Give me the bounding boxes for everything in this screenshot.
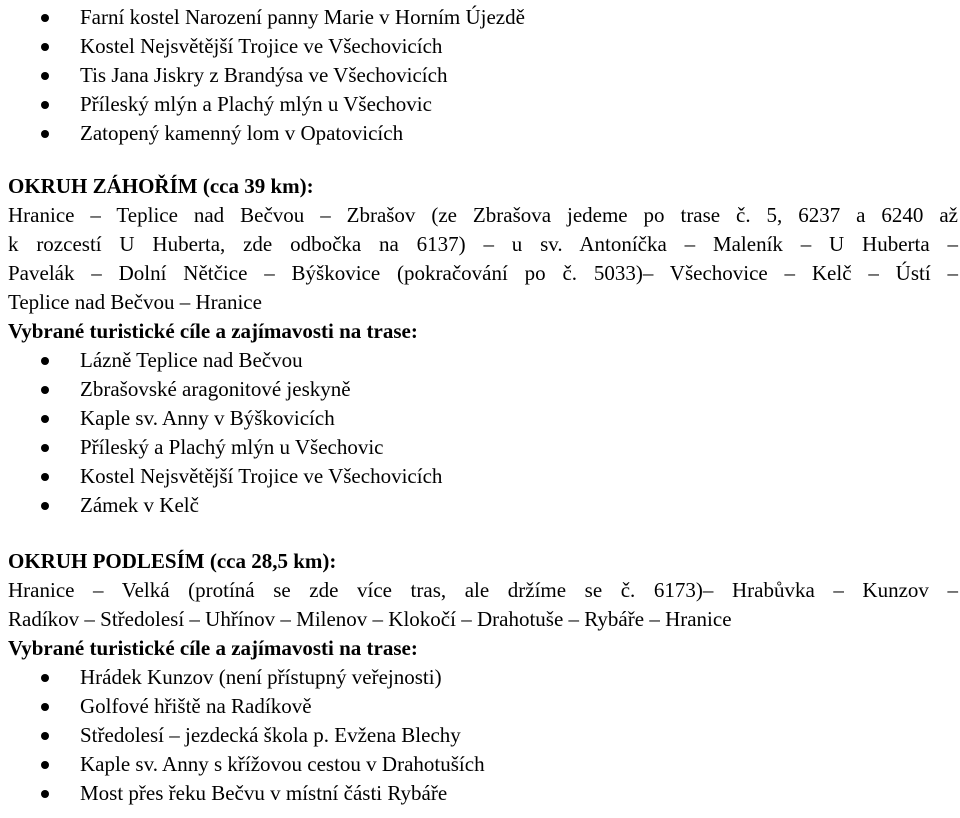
- list-item-text: Zbrašovské aragonitové jeskyně: [80, 377, 351, 401]
- list-item: [8, 779, 958, 808]
- spacer: [8, 520, 958, 547]
- list-item-text: Kostel Nejsvětější Trojice ve Všechovicích: [80, 464, 443, 488]
- list-item-text: Příleský mlýn a Plachý mlýn u Všechovic: [80, 92, 432, 116]
- list-item: [8, 433, 958, 462]
- okruh-podlesim-places: [8, 663, 958, 808]
- list-item: [8, 346, 958, 375]
- list-item-text: Golfové hřiště na Radíkově: [80, 694, 312, 718]
- route-line: Teplice nad Bečvou – Hranice: [8, 290, 262, 314]
- okruh-podlesim-subtitle: Vybrané turistické cíle a zajímavosti na trase:: [8, 636, 418, 660]
- bullet-icon: [41, 761, 49, 769]
- bullet-icon: [41, 386, 49, 394]
- spacer: [8, 148, 958, 172]
- list-item-text: Hrádek Kunzov (není přístupný veřejnosti): [80, 665, 442, 689]
- bullet-icon: [41, 502, 49, 510]
- places-list-1: [8, 3, 958, 148]
- bullet-icon: [41, 43, 49, 51]
- list-item: [8, 462, 958, 491]
- bullet-icon: [41, 703, 49, 711]
- bullet-icon: [41, 130, 49, 138]
- bullet-icon: [41, 444, 49, 452]
- route-line: k rozcestí U Huberta, zde odbočka na 6137) – u sv. Antoníčka – Maleník – U Huberta –: [8, 232, 958, 256]
- list-item: [8, 3, 958, 32]
- route-line: Radíkov – Středolesí – Uhřínov – Milenov – Klokočí – Drahotuše – Rybáře – Hranice: [8, 607, 732, 631]
- list-item-text: Příleský a Plachý mlýn u Všechovic: [80, 435, 384, 459]
- list-item-text: Zámek v Kelč: [80, 493, 199, 517]
- okruh-zahorim-places: [8, 346, 958, 520]
- list-item-text: Zatopený kamenný lom v Opatovicích: [80, 121, 404, 145]
- list-item: [8, 750, 958, 779]
- list-item: [8, 61, 958, 90]
- bullet-icon: [41, 357, 49, 365]
- bullet-icon: [41, 415, 49, 423]
- list-item: [8, 32, 958, 61]
- document-page: [8, 3, 958, 808]
- bullet-icon: [41, 473, 49, 481]
- list-item-text: Farní kostel Narození panny Marie v Horním Újezdě: [80, 5, 525, 29]
- list-item-text: Tis Jana Jiskry z Brandýsa ve Všechovicích: [80, 63, 448, 87]
- bullet-icon: [41, 101, 49, 109]
- route-line: Hranice – Velká (protíná se zde více tras, ale držíme se č. 6173)– Hrabůvka – Kunzov –: [8, 578, 958, 602]
- list-item: [8, 692, 958, 721]
- okruh-zahorim-subtitle: Vybrané turistické cíle a zajímavosti na trase:: [8, 319, 418, 343]
- okruh-podlesim-route: [8, 576, 958, 634]
- bullet-icon: [41, 14, 49, 22]
- list-item-text: Kostel Nejsvětější Trojice ve Všechovicích: [80, 34, 443, 58]
- list-item: [8, 404, 958, 433]
- bullet-icon: [41, 732, 49, 740]
- okruh-podlesim-title: OKRUH PODLESÍM (cca 28,5 km):: [8, 549, 337, 573]
- bullet-icon: [41, 790, 49, 798]
- list-item-text: Středolesí – jezdecká škola p. Evžena Blechy: [80, 723, 461, 747]
- list-item: [8, 90, 958, 119]
- list-item: [8, 119, 958, 148]
- list-item-text: Most přes řeku Bečvu v místní části Rybáře: [80, 781, 448, 805]
- bullet-icon: [41, 72, 49, 80]
- list-item: [8, 375, 958, 404]
- list-item-text: Lázně Teplice nad Bečvou: [80, 348, 303, 372]
- okruh-zahorim-title: OKRUH ZÁHOŘÍM (cca 39 km):: [8, 174, 314, 198]
- list-item: [8, 663, 958, 692]
- list-item: [8, 721, 958, 750]
- list-item: [8, 491, 958, 520]
- route-line: Hranice – Teplice nad Bečvou – Zbrašov (ze Zbrašova jedeme po trase č. 5, 6237 a 6240 až: [8, 203, 958, 227]
- route-line: Pavelák – Dolní Nětčice – Býškovice (pokračování po č. 5033)– Všechovice – Kelč – Ústí –: [8, 261, 958, 285]
- list-item-text: Kaple sv. Anny s křížovou cestou v Drahotuších: [80, 752, 485, 776]
- okruh-zahorim-route: [8, 201, 958, 317]
- bullet-icon: [41, 674, 49, 682]
- list-item-text: Kaple sv. Anny v Býškovicích: [80, 406, 335, 430]
